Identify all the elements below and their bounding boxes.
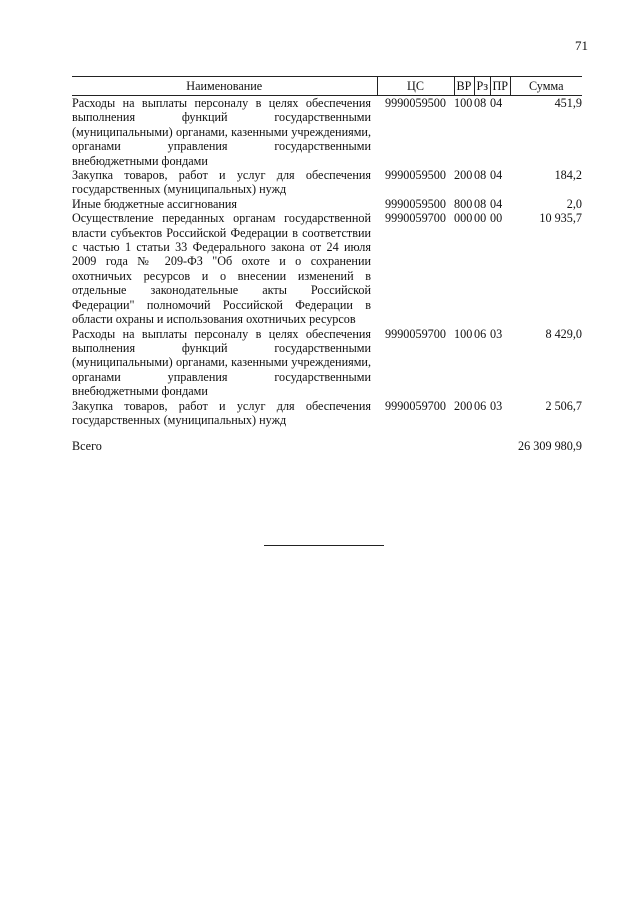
row-name: Осуществление переданных органам государственной власти субъектов Российской Федерации в соответствии с частью 1 статьи 33 Федерального закона от 24 июля 2009 года № 209-ФЗ "Об охоте и о сохранении охотничьих ресурсов и о внесении изменений в отдельные законодательные акты Российской Федерации" полномочий Российской Федерации в области охраны и использования охотничьих ресурсов [72,211,371,327]
row-pr: 03 [490,398,503,413]
header-rz: Рз [474,77,490,96]
row-name: Расходы на выплаты персоналу в целях обеспечения выполнения функций государственными (муниципальными) органами, казенными учреждениями, органами управления государственными внебюджетными фондами [72,96,371,168]
row-pr: 00 [490,211,503,226]
row-sum: 2,0 [566,196,582,211]
total-sum: 26 309 980,9 [518,439,582,454]
end-rule [264,545,384,546]
row-rz: 06 [474,398,487,413]
total-row [72,427,582,453]
header-pr: ПР [490,77,510,96]
row-cs: 9990059700 [385,326,446,341]
table-header-row [72,77,582,96]
total-label: Всего [72,439,102,454]
row-rz: 08 [474,196,487,211]
row-cs: 9990059500 [385,168,446,183]
row-vr: 000 [454,211,473,226]
row-pr: 04 [490,196,503,211]
table-row [72,168,582,197]
row-cs: 9990059500 [385,96,446,110]
row-vr: 200 [454,398,473,413]
budget-table-container [72,76,582,454]
row-sum: 10 935,7 [539,211,582,226]
row-rz: 08 [474,168,487,183]
row-name: Закупка товаров, работ и услуг для обеспечения государственных (муниципальных) нужд [72,398,371,427]
table-row [72,327,582,399]
table-row [72,211,582,326]
row-name: Расходы на выплаты персоналу в целях обеспечения выполнения функций государственными (муниципальными) органами, казенными учреждениями, органами управления государственными внебюджетными фондами [72,326,371,399]
header-vr: ВР [454,77,474,96]
row-name: Закупка товаров, работ и услуг для обеспечения государственных (муниципальных) нужд [72,168,371,197]
row-sum: 451,9 [554,96,582,110]
budget-table [72,76,582,454]
row-rz: 00 [474,211,487,226]
row-cs: 9990059500 [385,196,446,211]
row-vr: 100 [454,326,473,341]
row-sum: 2 506,7 [545,398,582,413]
row-name: Иные бюджетные ассигнования [72,196,238,211]
page-number: 71 [575,38,588,53]
row-pr: 03 [490,326,503,341]
row-cs: 9990059700 [385,211,446,226]
row-cs: 9990059700 [385,398,446,413]
table-row [72,197,582,211]
row-sum: 8 429,0 [545,326,582,341]
row-rz: 06 [474,326,487,341]
total-spacer [377,427,510,453]
header-name: Наименование [72,77,377,96]
table-row [72,96,582,169]
row-pr: 04 [490,168,503,183]
row-vr: 800 [454,196,473,211]
header-sum: Сумма [510,77,582,96]
header-cs: ЦС [377,77,454,96]
row-pr: 04 [490,96,503,110]
row-sum: 184,2 [554,168,582,183]
row-rz: 08 [474,96,487,110]
row-vr: 100 [454,96,473,110]
row-vr: 200 [454,168,473,183]
table-row [72,399,582,428]
